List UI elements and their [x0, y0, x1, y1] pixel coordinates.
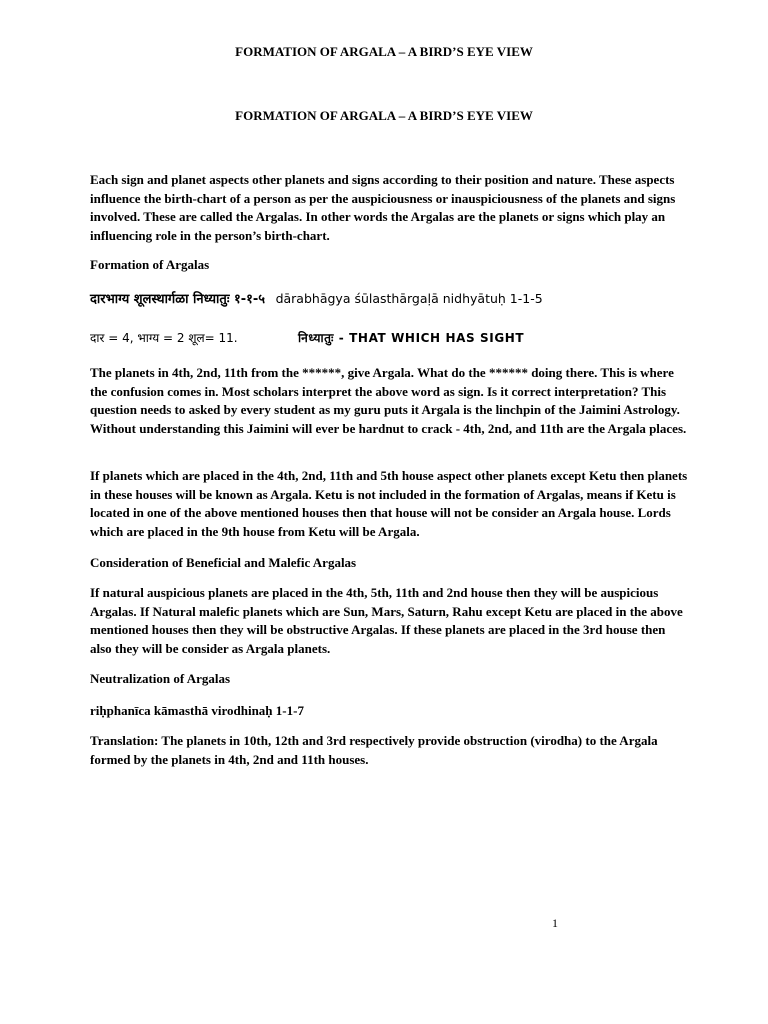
page-number: 1	[552, 916, 558, 930]
section-heading-beneficial: Consideration of Beneficial and Malefic Argalas	[90, 555, 357, 570]
running-header-title: FORMATION OF ARGALA – A BIRD’S EYE VIEW	[235, 44, 533, 59]
section-heading-formation: Formation of Argalas	[90, 257, 210, 272]
neutralization-sutra: riḥphanīca kāmasthā virodhinaḥ 1-1-7	[90, 703, 304, 718]
planets-text: The planets in 4th, 2nd, 11th from the ******, give Argala. What do the ****** doing there. This is where the confusion comes in. Most scholars interpret the above word as sign. Is it correct interpretation? This question needs to asked by every student as my guru puts it Argala is the linchpin of the Jaimini Astrology. Without understanding this Jaimini will ever be hardnut to crack - 4th, 2nd, and 11th are the Argala places.	[90, 365, 687, 436]
ketu-paragraph	[90, 467, 690, 541]
document-title: FORMATION OF ARGALA – A BIRD’S EYE VIEW	[235, 108, 533, 123]
planets-paragraph	[90, 364, 690, 438]
intro-paragraph	[90, 171, 690, 245]
intro-text: Each sign and planet aspects other planets and signs according to their position and nature. These aspects influence the birth-chart of a person as per the auspiciousness or inauspiciousness of the planets and signs involved. These are called the Argalas. In other words the Argalas are the planets or signs which play an influencing role in the person’s birth-chart.	[90, 172, 676, 243]
section-heading-neutralization: Neutralization of Argalas	[90, 671, 231, 686]
equation-meaning: निध्यातुः - THAT WHICH HAS SIGHT	[298, 331, 525, 345]
translation-paragraph	[90, 732, 690, 769]
beneficial-text: If natural auspicious planets are placed in the 4th, 5th, 11th and 2nd house then they will be auspicious Argalas. If Natural malefic planets which are Sun, Mars, Saturn, Rahu except Ketu are placed in the above mentioned houses then they will be obstructive Argalas. If these planets are placed in the 3rd house then also they will be consider as Argala planets.	[90, 585, 683, 656]
sutra-transliteration: dārabhāgya śūlasthārgaḷā nidhyātuḥ 1-1-5	[275, 291, 543, 306]
sutra-line	[90, 289, 543, 310]
equation-line	[90, 328, 525, 348]
translation-text: Translation: The planets in 10th, 12th and 3rd respectively provide obstruction (virodha) to the Argala formed by the planets in 4th, 2nd and 11th houses.	[90, 733, 658, 767]
equation-values: दार = 4, भाग्य = 2 शूल= 11.	[90, 331, 238, 345]
ketu-text: If planets which are placed in the 4th, 2nd, 11th and 5th house aspect other planets except Ketu then planets in these houses will be known as Argala. Ketu is not included in the formation of Argalas, means if Ketu is located in one of the above mentioned houses then that house will not be consider an Argala house. Lords which are placed in the 9th house from Ketu will be Argala.	[90, 468, 688, 539]
sutra-devanagari: दारभाग्य शूलस्थार्गळा निध्यातुः १-१-५	[90, 292, 266, 307]
beneficial-paragraph	[90, 584, 690, 658]
